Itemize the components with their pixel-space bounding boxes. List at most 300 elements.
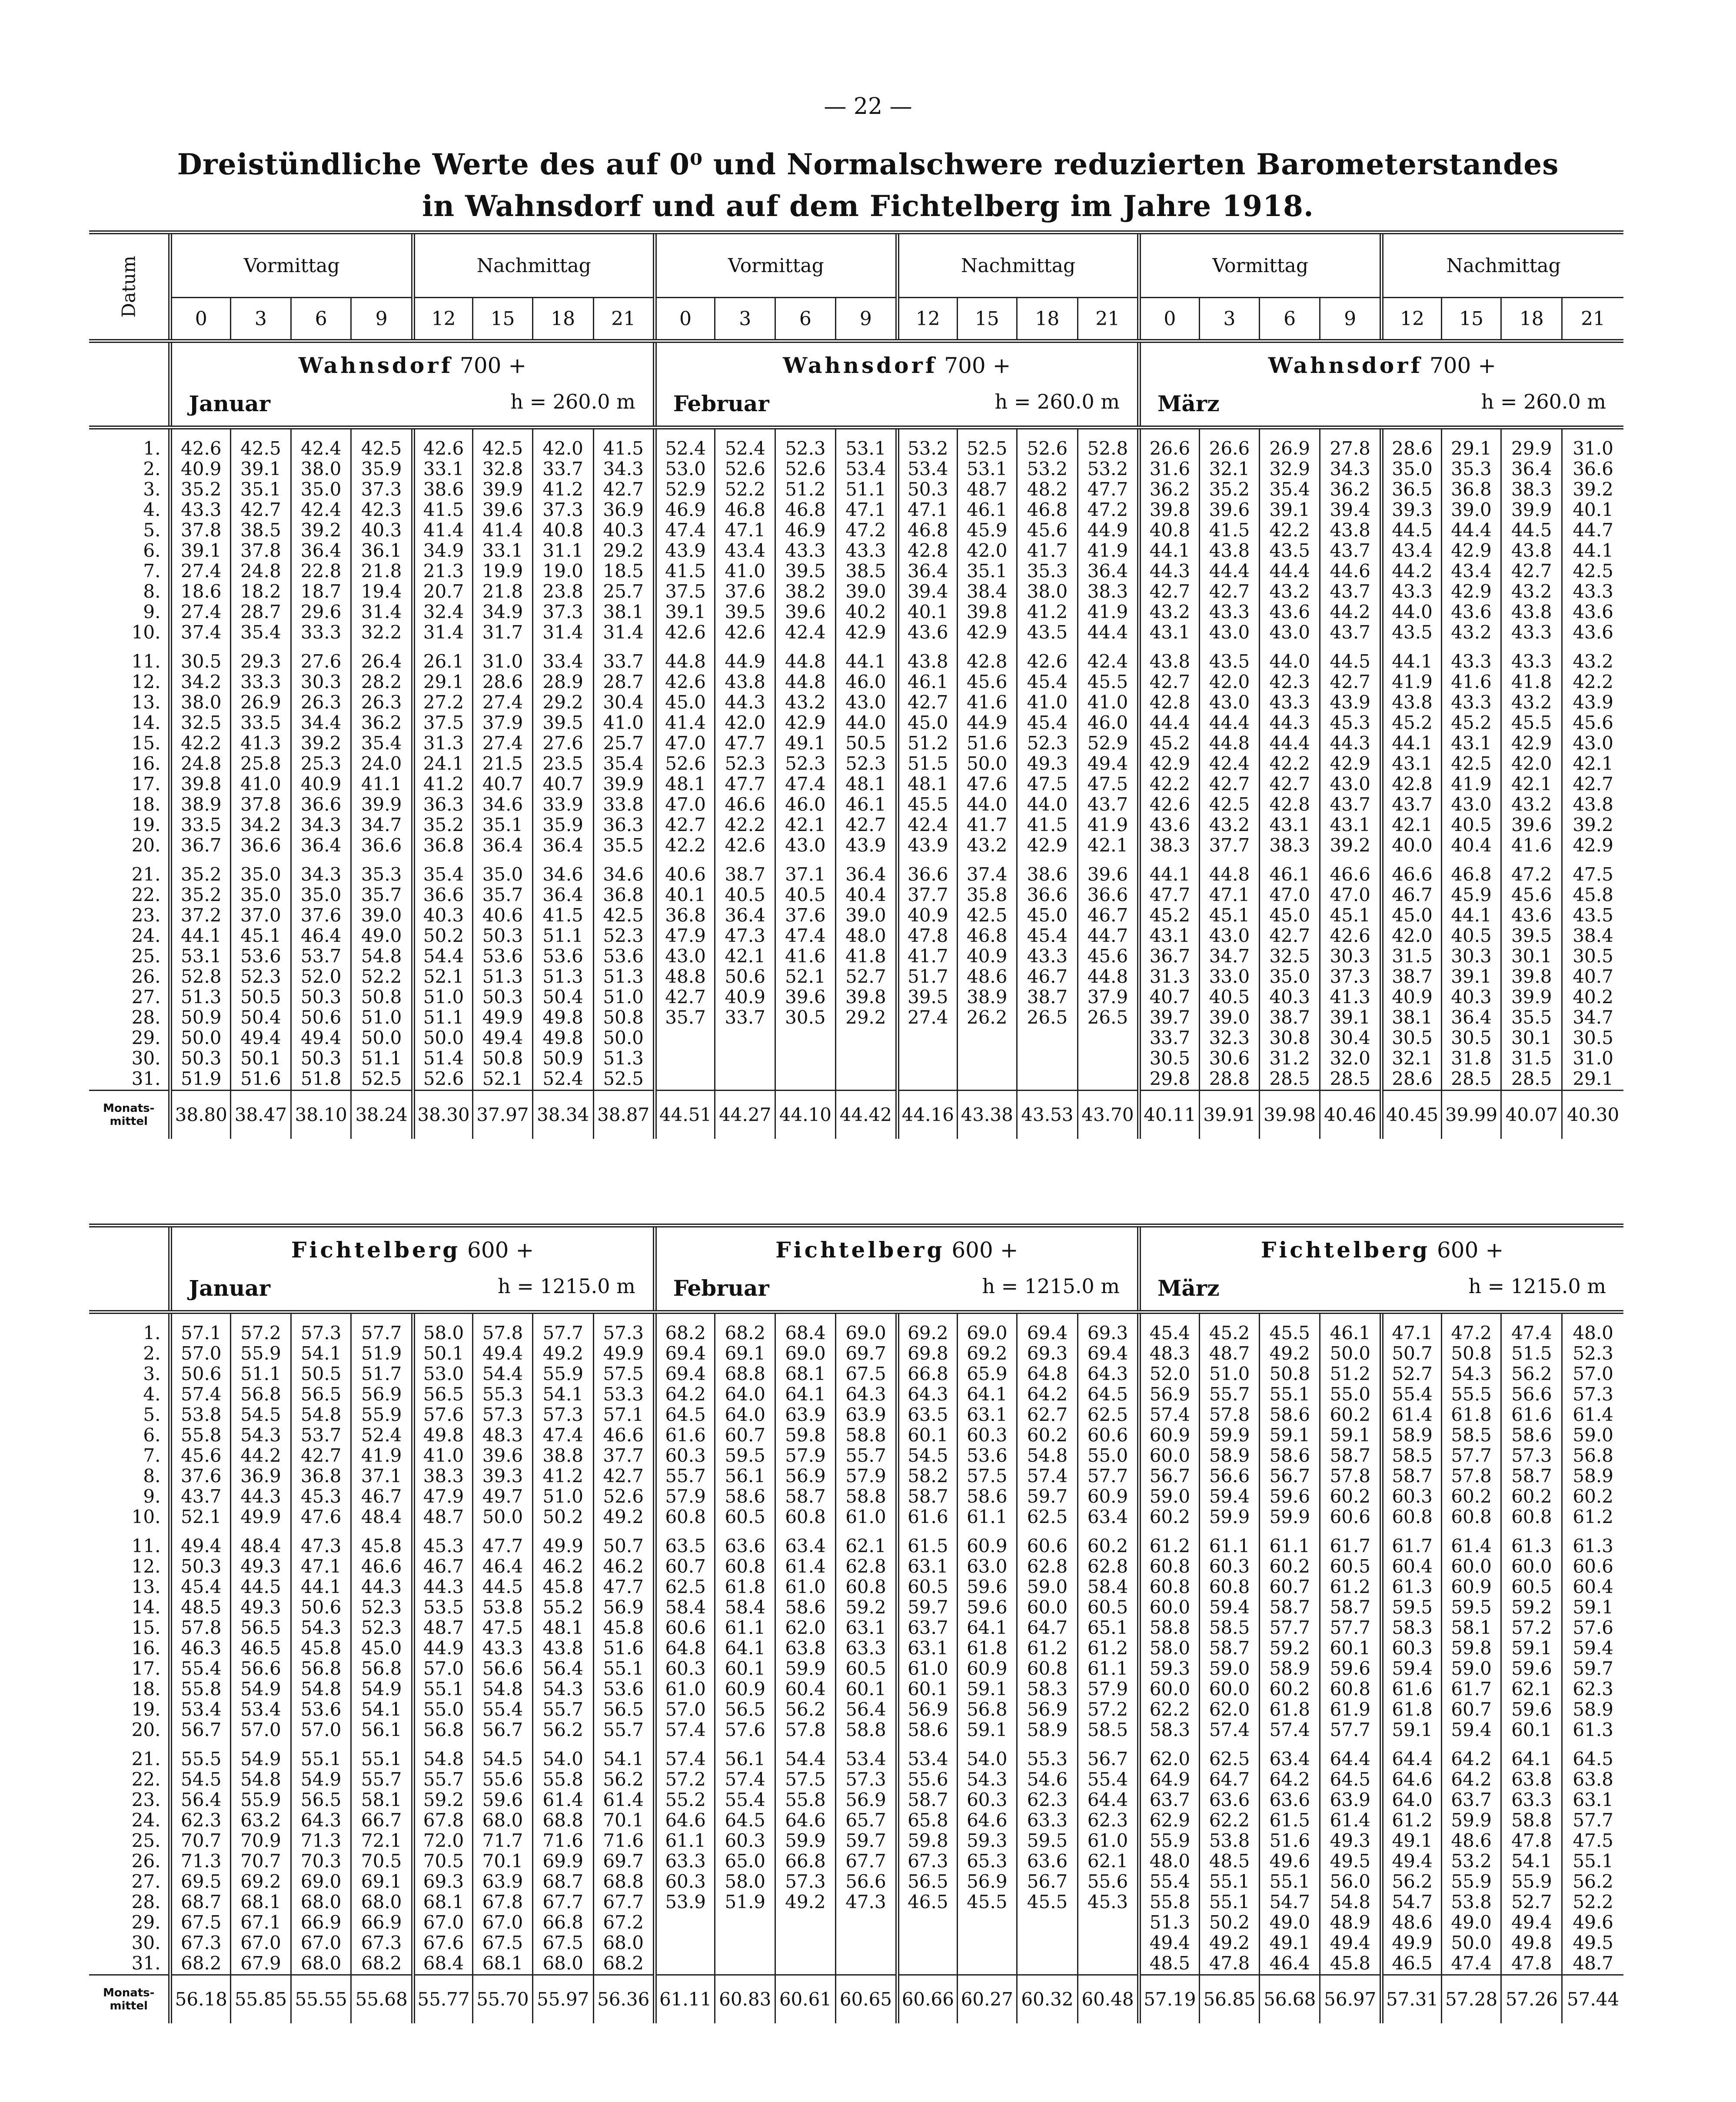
hour-header: 6 [775,298,836,341]
value-cell [1078,1028,1137,1048]
month-header [655,1226,1139,1312]
value-cell: 42.4 [300,499,342,520]
value-cell: 55.0 [423,1699,464,1720]
station-height: h = 260.0 m [994,390,1120,413]
value-cell: 53.9 [665,1891,706,1912]
value-cell: 57.5 [785,1769,826,1790]
value-cell: 45.2 [1209,1322,1250,1344]
nachmittag-header: Nachmittag [413,233,655,298]
value-cell: 60.2 [1511,1486,1552,1507]
value-cell: 71.3 [181,1850,222,1872]
value-column [655,1312,715,1527]
monthly-mean-value: 38.10 [291,1090,351,1139]
station-base: 600 + [951,1237,1018,1263]
value-cell: 46.6 [725,794,765,815]
value-cell: 46.9 [665,499,706,520]
value-cell: 59.6 [1330,1658,1371,1679]
value-cell: 39.3 [1392,499,1433,520]
value-cell: 56.8 [423,1719,464,1740]
value-cell: 57.8 [1451,1465,1492,1487]
value-cell: 48.5 [1149,1952,1191,1974]
value-cell: 42.9 [1451,581,1492,602]
value-cell: 42.9 [966,622,1008,643]
value-cell: 39.6 [1087,864,1128,885]
value-cell: 43.1 [1149,622,1191,643]
station-name [657,1237,1137,1263]
value-cell: 42.5 [1209,794,1250,815]
value-cell: 38.4 [966,581,1008,602]
day-label: 2. [143,1343,161,1364]
value-cell: 43.2 [1511,692,1552,713]
value-cell: 63.8 [1573,1769,1613,1790]
value-cell: 59.4 [1451,1719,1492,1740]
value-cell: 42.5 [1451,753,1492,774]
value-cell: 40.6 [665,864,706,885]
value-cell: 60.2 [1451,1486,1492,1507]
value-cell: 38.4 [1573,925,1613,946]
value-cell: 46.1 [1269,864,1310,885]
value-cell: 46.1 [966,499,1008,520]
value-cell: 44.4 [1209,560,1250,582]
value-cell: 58.4 [725,1596,766,1618]
value-cell: 49.9 [603,1343,644,1364]
value-cell: 44.2 [1392,560,1433,582]
value-cell: 56.9 [603,1596,644,1618]
value-cell: 60.3 [665,1658,706,1679]
day-label: 21. [131,1748,161,1769]
value-cell: 64.2 [1269,1769,1310,1790]
value-cell: 42.2 [1269,753,1310,774]
month-header-box [172,1227,652,1310]
value-cell: 32.8 [482,458,523,479]
month-header [1139,341,1623,428]
value-cell: 66.9 [300,1912,342,1933]
value-cell: 63.8 [1511,1769,1552,1790]
value-cell: 59.1 [967,1678,1008,1700]
station-name-text: Wahnsdorf [298,353,453,378]
value-column [1017,1740,1078,1975]
value-cell: 59.5 [1392,1596,1433,1618]
value-column [655,855,715,1090]
value-cell: 41.5 [603,438,644,459]
value-cell: 50.0 [1451,1932,1492,1953]
value-cell: 46.5 [1392,1952,1433,1974]
value-cell: 35.2 [181,479,222,500]
value-column [473,1740,532,1975]
value-cell: 39.5 [542,712,583,733]
value-cell: 44.4 [1269,732,1310,754]
value-cell: 42.7 [1209,581,1250,602]
value-cell: 47.9 [665,925,706,946]
value-cell: 58.5 [1087,1719,1128,1740]
value-cell: 51.0 [1209,1363,1250,1384]
value-cell: 29.3 [240,651,281,672]
value-cell: 50.0 [423,1027,464,1048]
value-cell: 67.3 [908,1850,948,1872]
value-cell: 34.7 [1573,1007,1613,1028]
value-cell: 31.4 [542,622,583,643]
value-column [1441,1527,1501,1740]
value-cell: 43.9 [908,835,948,856]
day-label: 17. [131,1658,161,1679]
value-cell: 54.8 [361,945,402,967]
value-cell: 39.4 [1330,499,1370,520]
value-cell: 58.7 [785,1486,826,1507]
value-cell: 69.2 [908,1322,948,1344]
value-cell: 57.9 [845,1465,886,1487]
value-cell: 63.3 [665,1850,706,1872]
value-column [351,642,413,855]
value-cell: 63.7 [1149,1789,1191,1810]
value-cell: 43.7 [1330,622,1370,643]
value-cell: 47.3 [725,925,765,946]
value-cell: 64.6 [785,1809,826,1831]
value-cell: 43.7 [181,1486,222,1507]
value-cell: 43.7 [1330,540,1370,561]
value-cell: 25.3 [300,753,342,774]
value-cell: 32.2 [361,622,402,643]
value-cell: 56.5 [300,1384,342,1405]
value-cell: 45.4 [1027,925,1068,946]
value-column [835,1312,897,1527]
day-label: 26. [131,966,161,987]
value-cell: 31.5 [1511,1048,1552,1069]
value-column [593,1740,655,1975]
value-cell: 53.2 [1087,458,1128,479]
value-cell: 34.6 [482,794,523,815]
value-cell: 43.5 [1209,651,1250,672]
value-cell: 43.8 [1511,601,1552,622]
value-cell: 27.6 [542,732,583,754]
value-cell: 60.5 [1330,1556,1371,1577]
value-cell: 64.1 [725,1637,766,1659]
value-cell: 60.8 [665,1506,706,1527]
value-cell: 39.1 [665,601,706,622]
value-cell: 35.4 [361,732,402,754]
value-cell: 64.6 [967,1809,1008,1831]
value-cell: 44.3 [1269,712,1310,733]
value-cell: 32.3 [1209,1027,1250,1048]
value-cell: 49.8 [423,1424,464,1446]
value-cell: 58.0 [725,1871,766,1892]
value-cell: 60.3 [1209,1556,1250,1577]
value-cell: 52.0 [300,966,342,987]
month-header [170,341,655,428]
day-labels [89,1312,170,1527]
value-cell: 57.4 [1209,1719,1250,1740]
value-cell: 53.6 [240,945,281,967]
value-cell: 43.3 [482,1637,523,1659]
value-cell: 43.1 [1149,925,1191,946]
value-column [231,1527,291,1740]
monthly-mean-row [89,1975,1623,2023]
value-cell: 36.5 [1392,479,1433,500]
value-cell: 61.7 [1451,1678,1492,1700]
value-cell: 41.3 [1330,986,1370,1008]
day-label: 5. [143,1404,161,1425]
hour-header: 3 [1199,298,1260,341]
value-cell: 60.2 [1269,1678,1310,1700]
value-cell: 56.1 [725,1748,766,1769]
value-column [1199,1527,1260,1740]
value-cell: 39.1 [1451,966,1492,987]
value-cell: 42.6 [725,622,765,643]
value-column [1501,428,1562,643]
value-cell: 45.6 [966,671,1008,692]
value-cell: 37.8 [240,540,281,561]
value-cell: 58.7 [1392,1465,1433,1487]
value-cell: 62.5 [1209,1748,1250,1769]
value-cell: 60.8 [1027,1658,1068,1679]
value-cell: 53.6 [482,945,523,967]
value-column [1320,1312,1382,1527]
value-cell: 60.4 [785,1678,826,1700]
group-header-row [89,233,1623,298]
value-cell: 40.3 [1451,986,1492,1008]
value-cell: 44.0 [1269,651,1310,672]
value-cell: 45.4 [1149,1322,1191,1344]
value-cell: 52.3 [845,753,886,774]
value-column [532,428,593,643]
value-cell: 54.3 [967,1769,1008,1790]
value-cell: 60.3 [1392,1637,1433,1659]
value-cell: 63.1 [845,1617,886,1638]
value-cell: 42.7 [240,499,281,520]
value-cell: 45.0 [908,712,948,733]
value-cell: 45.4 [1027,712,1068,733]
value-cell: 50.0 [482,1506,523,1527]
value-cell: 43.8 [1573,794,1613,815]
value-cell: 32.5 [1269,945,1310,967]
value-cell: 64.4 [1087,1789,1128,1810]
value-cell: 46.8 [908,519,948,541]
hour-header: 18 [1017,298,1078,341]
value-column [1078,1740,1139,1975]
value-cell: 68.0 [300,1891,342,1912]
value-cell: 43.6 [1573,601,1613,622]
value-cell: 58.5 [1209,1617,1250,1638]
value-cell: 50.8 [361,986,402,1008]
value-cell: 61.0 [1087,1830,1128,1851]
value-cell: 68.0 [361,1891,402,1912]
value-cell: 44.1 [1573,540,1613,561]
value-cell: 39.5 [725,601,765,622]
value-cell: 52.2 [1573,1891,1613,1912]
value-cell: 40.7 [542,773,583,795]
value-column [1441,1312,1501,1527]
value-cell: 39.3 [482,1465,523,1487]
value-cell: 58.8 [845,1719,886,1740]
value-cell: 40.9 [908,905,948,926]
value-cell: 52.3 [603,925,644,946]
day-labels [89,642,170,855]
value-column [898,642,957,855]
value-cell: 56.9 [967,1871,1008,1892]
value-cell: 46.8 [785,499,826,520]
value-cell: 27.4 [181,601,222,622]
value-cell: 58.6 [908,1719,948,1740]
value-column [532,855,593,1090]
value-cell: 37.6 [785,905,826,926]
day-label: 22. [131,1769,161,1790]
value-cell: 41.6 [966,692,1008,713]
value-cell: 61.4 [542,1789,583,1810]
value-cell: 46.9 [785,519,826,541]
value-cell: 28.7 [603,671,644,692]
value-cell: 57.7 [542,1322,583,1344]
value-cell: 43.0 [1209,622,1250,643]
value-cell: 59.8 [908,1830,948,1851]
value-cell [1018,1932,1077,1953]
value-cell: 49.3 [240,1596,281,1618]
value-cell: 41.8 [845,945,886,967]
value-cell: 61.4 [1392,1404,1433,1425]
day-block-row [89,1740,1623,1975]
value-cell: 53.7 [300,945,342,967]
value-cell [958,1912,1016,1932]
value-cell: 57.8 [785,1719,826,1740]
value-column [291,428,351,643]
value-cell: 64.8 [665,1637,706,1659]
value-cell: 61.2 [1087,1637,1128,1659]
value-column [1199,1312,1260,1527]
value-cell: 35.4 [603,753,644,774]
value-cell [1078,1068,1137,1089]
value-cell: 57.7 [1330,1719,1371,1740]
value-cell: 59.6 [967,1576,1008,1597]
value-cell: 52.2 [361,966,402,987]
value-cell: 43.8 [542,1637,583,1659]
value-cell: 48.1 [665,773,706,795]
value-cell: 55.4 [1392,1384,1433,1405]
value-cell: 64.8 [1027,1363,1068,1384]
value-cell: 42.5 [240,438,281,459]
value-cell: 55.0 [1330,1384,1371,1405]
value-cell: 37.6 [300,905,342,926]
value-column [351,1740,413,1975]
value-column [1139,855,1199,1090]
value-cell: 50.6 [725,966,765,987]
value-cell: 41.6 [785,945,826,967]
value-cell: 35.1 [482,814,523,835]
value-cell: 50.3 [482,925,523,946]
value-cell: 25.7 [603,732,644,754]
value-cell: 26.5 [1027,1007,1068,1028]
value-cell: 56.6 [482,1658,523,1679]
value-cell: 35.7 [482,884,523,905]
value-cell: 51.9 [361,1343,402,1364]
value-cell: 52.6 [665,753,706,774]
value-cell: 55.1 [423,1678,464,1700]
day-label: 24. [131,1809,161,1831]
value-cell: 62.2 [1149,1699,1191,1720]
value-cell: 39.2 [1573,479,1613,500]
value-cell: 43.2 [1511,794,1552,815]
value-cell: 38.3 [1511,479,1552,500]
value-cell: 55.7 [665,1465,706,1487]
value-cell: 63.3 [1511,1789,1552,1810]
value-cell: 42.6 [725,835,765,856]
value-cell: 41.9 [1087,540,1128,561]
value-cell: 43.3 [785,540,826,561]
value-column [351,428,413,643]
value-cell: 34.2 [240,814,281,835]
value-cell: 42.7 [908,692,948,713]
value-cell: 46.7 [361,1486,402,1507]
value-cell: 64.1 [967,1617,1008,1638]
value-cell: 62.8 [1027,1556,1068,1577]
value-cell: 46.0 [1087,712,1128,733]
value-cell: 35.8 [966,884,1008,905]
value-cell: 48.0 [1149,1850,1191,1872]
value-cell: 58.8 [1149,1617,1191,1638]
value-cell: 59.2 [1269,1637,1310,1659]
value-cell: 42.2 [1149,773,1191,795]
value-cell: 36.4 [300,835,342,856]
value-cell [958,1932,1016,1953]
monatsmittel-line: Monats- [103,1101,155,1115]
hour-header: 3 [231,298,291,341]
value-cell: 39.6 [482,499,523,520]
day-label: 15. [131,732,161,754]
monthly-mean-value: 60.48 [1078,1975,1139,2023]
value-cell: 26.9 [240,692,281,713]
value-column [715,642,775,855]
value-cell: 65.0 [725,1850,766,1872]
value-cell: 57.1 [181,1322,222,1344]
value-cell: 33.1 [482,540,523,561]
value-cell: 33.7 [1149,1027,1191,1048]
value-cell: 39.2 [1573,814,1613,835]
value-column [1260,428,1320,643]
value-column [1078,855,1139,1090]
value-cell: 46.6 [1330,864,1370,885]
value-cell: 59.3 [1149,1658,1191,1679]
value-cell: 59.9 [1209,1424,1250,1446]
value-cell: 33.5 [181,814,222,835]
value-cell: 46.3 [181,1637,222,1659]
value-cell: 60.8 [785,1506,826,1527]
value-cell: 59.4 [1209,1486,1250,1507]
value-cell: 43.3 [845,540,886,561]
value-cell: 53.7 [300,1424,342,1446]
value-cell: 40.9 [181,458,222,479]
value-column [1078,1312,1139,1527]
value-cell: 65.7 [845,1809,886,1831]
value-cell: 67.8 [423,1809,464,1831]
value-cell [1018,1048,1077,1068]
value-cell: 36.4 [482,835,523,856]
value-cell: 53.4 [845,458,886,479]
value-cell: 39.8 [1149,499,1191,520]
month-header [655,341,1139,428]
value-cell: 37.7 [908,884,948,905]
day-label: 30. [131,1048,161,1069]
value-cell: 36.7 [1149,945,1191,967]
value-cell [657,1953,715,1973]
station-height: h = 260.0 m [510,390,635,413]
value-cell: 44.0 [1392,601,1433,622]
value-cell: 62.7 [1027,1404,1068,1425]
value-cell: 18.5 [603,560,644,582]
monatsmittel-label [89,1975,170,2023]
value-cell: 26.1 [423,651,464,672]
value-column [170,1740,231,1975]
value-cell: 46.0 [785,794,826,815]
value-cell: 38.3 [1149,835,1191,856]
value-cell: 35.0 [1392,458,1433,479]
value-cell: 45.0 [361,1637,402,1659]
